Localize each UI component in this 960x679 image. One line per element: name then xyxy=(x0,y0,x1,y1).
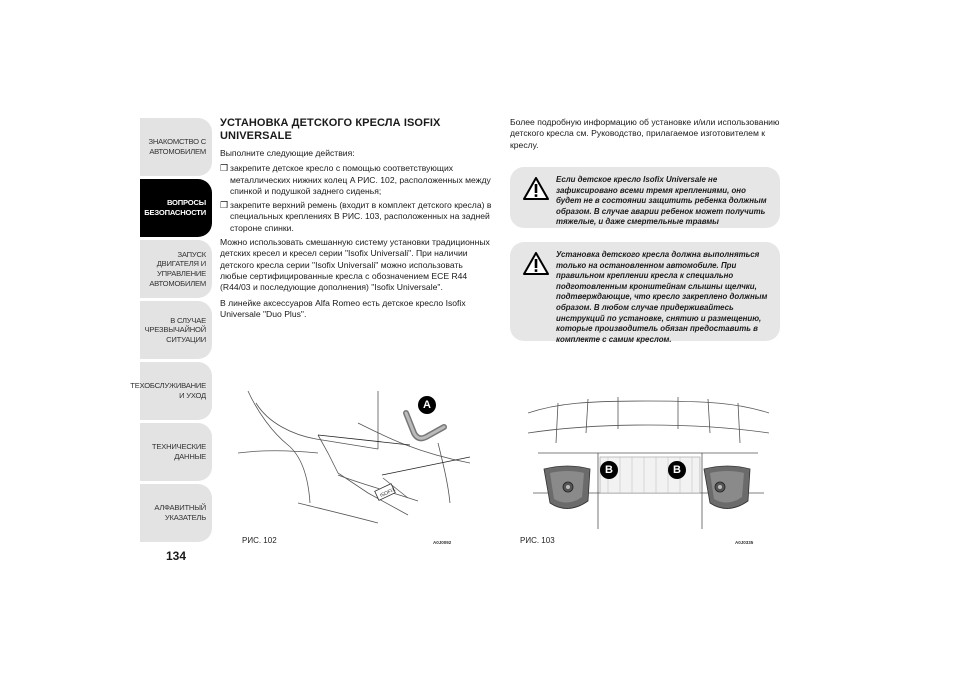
tab-tekh-dannye[interactable] xyxy=(140,423,212,481)
tab-label: ЗАПУСК ДВИГАТЕЛЯ И УПРАВЛЕНИЕ АВТОМОБИЛЕМ xyxy=(149,249,206,288)
label-b-marker: B xyxy=(668,461,686,479)
figure-102-isofix-ring xyxy=(238,383,470,545)
figure-code: A0J0092 xyxy=(433,540,452,545)
tab-label: ЗНАКОМСТВО С АВТОМОБИЛЕМ xyxy=(148,137,206,156)
more-info-text: Более подробную информацию об установке и/или использованию детского кресла см. Руководство, прилагаемое изготовителем к креслу. xyxy=(510,117,780,150)
warning-box xyxy=(510,242,780,344)
main-text-column xyxy=(220,117,492,324)
warning-triangle-icon xyxy=(516,175,556,228)
tab-label: ТЕХОБСЛУЖИВАНИЕ И УХОД xyxy=(130,381,206,400)
figure-code: A0J0335 xyxy=(735,540,754,545)
list-item xyxy=(220,163,492,197)
paragraph: Можно использовать смешанную систему установки традиционных детских кресел и кресел серии "Isofix Universali". При наличии детского кресла серии "Isofix Universali" можно использовать любые сертифицированные кресла с обозначением ECE R44 (R44/03 и последующие дополнения) "Isofix Universale". xyxy=(220,237,490,293)
rear-shelf-illustration xyxy=(528,383,769,529)
tab-label: В СЛУЧАЕ ЧРЕЗВЫЧАЙНОЙ СИТУАЦИИ xyxy=(144,315,206,344)
figure-103-top-tether xyxy=(520,383,769,545)
svg-text:ISOFIX: ISOFIX xyxy=(379,486,397,500)
warning-text: Установка детского кресла должна выполняться только на остановленном автомобиле. При правильном креплении кресла к специально подготовленным кронштейнам слышны щелчки, подтверждающие, что кресло закреплено должным образом. В любом случае придерживайтесь инструкций по установке, снятию и размещению, которые производитель обязан предоставить в комплекте с самим креслом. xyxy=(556,250,768,344)
page-number: 134 xyxy=(165,549,187,563)
warning-text: Если детское кресло Isofix Universale не зафиксировано всеми тремя креплениями, оно будет не в состоянии защитить ребенка должным образом. В случае аварии ребенок может получить тяжелые, и даже смертельные травмы xyxy=(556,175,767,227)
list-item xyxy=(220,200,492,234)
tab-znakomstvo[interactable] xyxy=(140,118,212,176)
warning-triangle-icon xyxy=(516,250,556,345)
tab-zapusk[interactable] xyxy=(140,240,212,298)
tab-chrezvychainaya[interactable] xyxy=(140,301,212,359)
checkbox-bullet-icon: ❒ xyxy=(220,163,229,174)
intro-text: Выполните следующие действия: xyxy=(220,148,355,158)
list-item-text: закрепите верхний ремень (входит в комплект детского кресла) в специальных креплениях B РИС. 103, расположенных на задней стороне спинки. xyxy=(230,200,492,233)
checkbox-bullet-icon: ❒ xyxy=(220,200,229,211)
right-text-column xyxy=(510,117,780,155)
paragraph: В линейке аксессуаров Alfa Romeo есть детское кресло Isofix Universale "Duo Plus". xyxy=(220,297,466,319)
warning-box xyxy=(510,167,780,228)
figure-caption: РИС. 103 xyxy=(520,536,555,545)
figure-caption: РИС. 102 xyxy=(242,536,277,545)
tab-obsluzhivanie[interactable] xyxy=(130,362,212,420)
tab-ukazatel[interactable] xyxy=(140,484,212,542)
label-a-marker: A xyxy=(418,396,436,414)
label-b-marker: B xyxy=(600,461,618,479)
tab-label: ТЕХНИЧЕСКИЕ ДАННЫЕ xyxy=(151,442,206,461)
section-title: УСТАНОВКА ДЕТСКОГО КРЕСЛА ISOFIX UNIVERSALE xyxy=(220,117,441,142)
list-item-text: закрепите детское кресло с помощью соответствующих металлических нижних колец A РИС. 102, расположенных между спинкой и подушкой заднего сиденья; xyxy=(230,163,491,196)
tab-bezopasnost[interactable] xyxy=(140,179,212,237)
tab-label: АЛФАВИТНЫЙ УКАЗАТЕЛЬ xyxy=(154,503,206,522)
tab-label: ВОПРОСЫ БЕЗОПАСНОСТИ xyxy=(144,198,206,217)
